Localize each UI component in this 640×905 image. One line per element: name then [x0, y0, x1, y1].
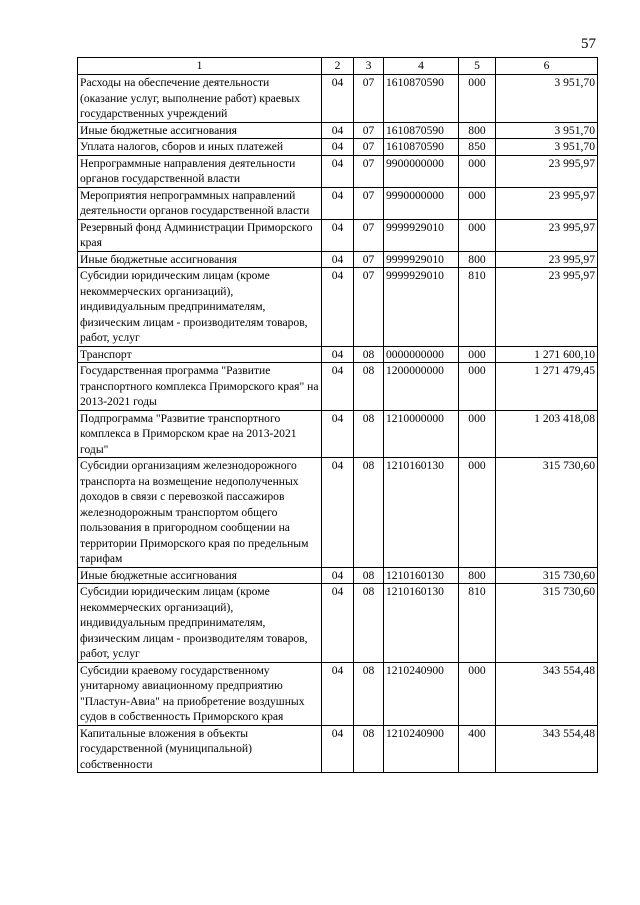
- table-body: [78, 75, 598, 773]
- table-row: [78, 662, 598, 725]
- table-row: [78, 725, 598, 773]
- row-amount: 315 730,60: [496, 567, 598, 584]
- row-expense-type: 810: [459, 268, 496, 347]
- row-amount: 23 995,97: [496, 155, 598, 187]
- row-subsection: 08: [354, 458, 384, 568]
- table-row: [78, 155, 598, 187]
- row-expense-type: 000: [459, 187, 496, 219]
- row-subsection: 08: [354, 346, 384, 363]
- row-target-code: 0000000000: [384, 346, 459, 363]
- row-expense-type: 800: [459, 251, 496, 268]
- row-expense-type: 810: [459, 584, 496, 663]
- row-target-code: 9900000000: [384, 155, 459, 187]
- row-section: 04: [322, 187, 354, 219]
- table-row: [78, 187, 598, 219]
- row-section: 04: [322, 458, 354, 568]
- row-subsection: 08: [354, 662, 384, 725]
- table-row: [78, 268, 598, 347]
- row-expense-type: 850: [459, 139, 496, 156]
- row-target-code: 1610870590: [384, 122, 459, 139]
- header-row: [78, 58, 598, 75]
- column-header: 6: [496, 58, 598, 75]
- row-amount: 343 554,48: [496, 725, 598, 773]
- row-target-code: 1210160130: [384, 584, 459, 663]
- table-row: [78, 458, 598, 568]
- row-amount: 23 995,97: [496, 187, 598, 219]
- row-section: 04: [322, 219, 354, 251]
- row-target-code: 1610870590: [384, 75, 459, 123]
- row-subsection: 07: [354, 155, 384, 187]
- row-name: Иные бюджетные ассигнования: [78, 251, 322, 268]
- row-section: 04: [322, 155, 354, 187]
- row-name: Уплата налогов, сборов и иных платежей: [78, 139, 322, 156]
- row-target-code: 1210160130: [384, 458, 459, 568]
- row-section: 04: [322, 410, 354, 458]
- row-target-code: 1210000000: [384, 410, 459, 458]
- row-name: Субсидии юридическим лицам (кроме некоммерческих организаций), индивидуальным предпринимателям, физическим лицам - производителям товаров, работ, услуг: [78, 584, 322, 663]
- row-section: 04: [322, 363, 354, 411]
- row-section: 04: [322, 662, 354, 725]
- row-subsection: 07: [354, 122, 384, 139]
- row-name: Расходы на обеспечение деятельности (оказание услуг, выполнение работ) краевых государственных учреждений: [78, 75, 322, 123]
- row-expense-type: 000: [459, 75, 496, 123]
- table-row: [78, 584, 598, 663]
- row-section: 04: [322, 268, 354, 347]
- row-subsection: 08: [354, 725, 384, 773]
- row-expense-type: 000: [459, 155, 496, 187]
- row-section: 04: [322, 584, 354, 663]
- row-amount: 1 271 600,10: [496, 346, 598, 363]
- row-subsection: 08: [354, 567, 384, 584]
- column-header: 2: [322, 58, 354, 75]
- row-name: Подпрограмма "Развитие транспортного комплекса в Приморском крае на 2013-2021 годы": [78, 410, 322, 458]
- row-name: Резервный фонд Администрации Приморского края: [78, 219, 322, 251]
- row-subsection: 07: [354, 187, 384, 219]
- table-row: [78, 567, 598, 584]
- table-row: [78, 219, 598, 251]
- row-amount: 23 995,97: [496, 219, 598, 251]
- row-subsection: 08: [354, 584, 384, 663]
- row-target-code: 9999929010: [384, 268, 459, 347]
- budget-table: [77, 57, 598, 773]
- row-target-code: 9990000000: [384, 187, 459, 219]
- row-section: 04: [322, 122, 354, 139]
- row-subsection: 08: [354, 410, 384, 458]
- row-subsection: 07: [354, 268, 384, 347]
- row-expense-type: 000: [459, 458, 496, 568]
- row-name: Иные бюджетные ассигнования: [78, 567, 322, 584]
- row-expense-type: 000: [459, 662, 496, 725]
- row-amount: 315 730,60: [496, 458, 598, 568]
- row-subsection: 07: [354, 75, 384, 123]
- row-expense-type: 000: [459, 219, 496, 251]
- row-target-code: 1210240900: [384, 725, 459, 773]
- row-section: 04: [322, 567, 354, 584]
- row-section: 04: [322, 346, 354, 363]
- column-header: 3: [354, 58, 384, 75]
- row-amount: 315 730,60: [496, 584, 598, 663]
- table-row: [78, 346, 598, 363]
- row-amount: 3 951,70: [496, 75, 598, 123]
- row-target-code: 1200000000: [384, 363, 459, 411]
- column-header: 4: [384, 58, 459, 75]
- row-amount: 1 271 479,45: [496, 363, 598, 411]
- row-target-code: 9999929010: [384, 219, 459, 251]
- table-row: [78, 75, 598, 123]
- row-section: 04: [322, 725, 354, 773]
- row-amount: 3 951,70: [496, 122, 598, 139]
- row-section: 04: [322, 139, 354, 156]
- row-section: 04: [322, 251, 354, 268]
- row-name: Иные бюджетные ассигнования: [78, 122, 322, 139]
- row-subsection: 08: [354, 363, 384, 411]
- row-name: Субсидии юридическим лицам (кроме некоммерческих организаций), индивидуальным предпринимателям, физическим лицам - производителям товаров, работ, услуг: [78, 268, 322, 347]
- table-row: [78, 139, 598, 156]
- row-name: Субсидии краевому государственному унитарному авиационному предприятию "Пластун-Авиа" на приобретение воздушных судов в собственность Приморского края: [78, 662, 322, 725]
- row-amount: 343 554,48: [496, 662, 598, 725]
- column-header: 5: [459, 58, 496, 75]
- row-name: Капитальные вложения в объекты государственной (муниципальной) собственности: [78, 725, 322, 773]
- table-row: [78, 410, 598, 458]
- column-header: 1: [78, 58, 322, 75]
- table-row: [78, 251, 598, 268]
- row-subsection: 07: [354, 139, 384, 156]
- row-target-code: 1610870590: [384, 139, 459, 156]
- table-row: [78, 363, 598, 411]
- page-number: 57: [581, 36, 596, 52]
- row-target-code: 1210160130: [384, 567, 459, 584]
- row-target-code: 9999929010: [384, 251, 459, 268]
- row-expense-type: 000: [459, 363, 496, 411]
- row-expense-type: 400: [459, 725, 496, 773]
- row-amount: 23 995,97: [496, 251, 598, 268]
- row-expense-type: 800: [459, 122, 496, 139]
- row-name: Государственная программа "Развитие транспортного комплекса Приморского края" на 2013-2021 годы: [78, 363, 322, 411]
- row-section: 04: [322, 75, 354, 123]
- table-row: [78, 122, 598, 139]
- row-subsection: 07: [354, 251, 384, 268]
- row-amount: 23 995,97: [496, 268, 598, 347]
- row-name: Транспорт: [78, 346, 322, 363]
- row-name: Непрограммные направления деятельности органов государственной власти: [78, 155, 322, 187]
- row-amount: 3 951,70: [496, 139, 598, 156]
- row-name: Субсидии организациям железнодорожного транспорта на возмещение недополученных доходов в связи с перевозкой пассажиров железнодорожным транспортом общего пользования в пригородном сообщении на территории Приморского края по предельным тарифам: [78, 458, 322, 568]
- row-amount: 1 203 418,08: [496, 410, 598, 458]
- row-subsection: 07: [354, 219, 384, 251]
- row-name: Мероприятия непрограммных направлений деятельности органов государственной власти: [78, 187, 322, 219]
- row-target-code: 1210240900: [384, 662, 459, 725]
- row-expense-type: 000: [459, 410, 496, 458]
- row-expense-type: 800: [459, 567, 496, 584]
- row-expense-type: 000: [459, 346, 496, 363]
